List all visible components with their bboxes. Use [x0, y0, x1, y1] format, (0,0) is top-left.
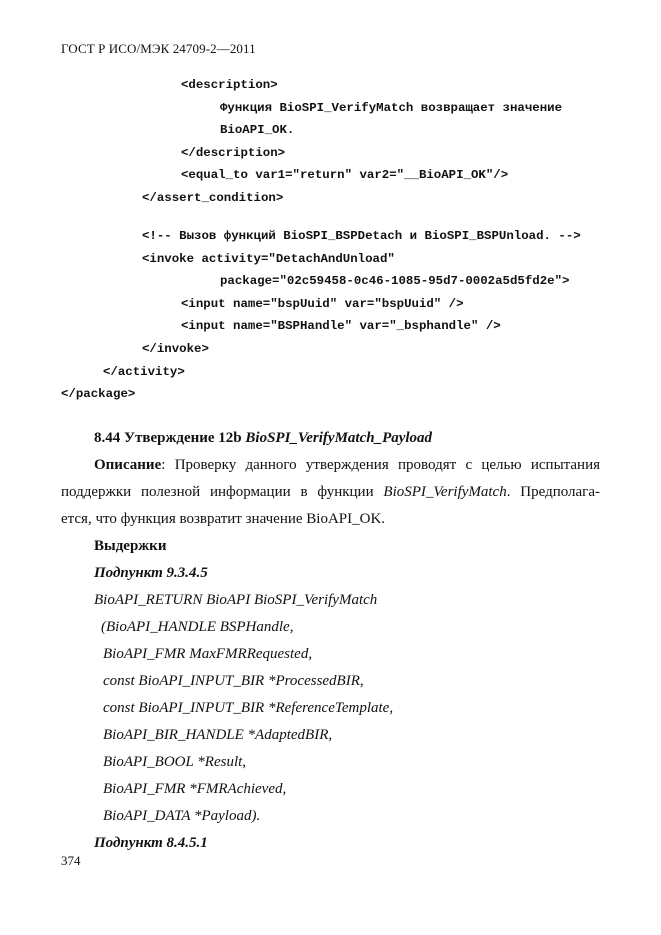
- description-line-1: [94, 457, 600, 474]
- code-line: package="02c59458-0c46-1085-95d7-0002a5d5fd2e">: [220, 274, 570, 288]
- description-label: Описание: [94, 457, 162, 473]
- description-function-name: BioSPI_VerifyMatch: [383, 484, 507, 500]
- description-line-2: [61, 484, 600, 501]
- description-text-2b: . Предполага-: [506, 484, 600, 500]
- signature-line: BioAPI_BOOL *Result,: [103, 754, 247, 770]
- description-text-2a: поддержки полезной информации в функции: [61, 484, 384, 500]
- code-line: </description>: [181, 146, 286, 160]
- page-number: 374: [61, 853, 81, 868]
- code-line: <input name="bspUuid" var="bspUuid" />: [181, 297, 464, 311]
- code-line: <description>: [181, 78, 278, 92]
- code-line: <equal_to var1="return" var2="__BioAPI_OK"/>: [181, 168, 509, 182]
- code-line: </package>: [61, 387, 136, 401]
- code-line: </invoke>: [142, 342, 209, 356]
- signature-line: BioAPI_FMR *FMRAchieved,: [103, 781, 287, 797]
- code-line: </activity>: [103, 365, 185, 379]
- section-heading: [94, 430, 432, 447]
- code-line: <invoke activity="DetachAndUnload": [142, 252, 395, 266]
- section-number-title: 8.44 Утверждение 12b: [94, 430, 246, 446]
- signature-line: BioAPI_DATA *Payload).: [103, 808, 261, 824]
- signature-line: const BioAPI_INPUT_BIR *ProcessedBIR,: [103, 673, 364, 689]
- code-line: Функция BioSPI_VerifyMatch возвращает значение: [220, 101, 563, 115]
- signature-line: (BioAPI_HANDLE BSPHandle,: [101, 619, 294, 635]
- signature-line: const BioAPI_INPUT_BIR *ReferenceTemplate,: [103, 700, 394, 716]
- code-line: <input name="BSPHandle" var="_bsphandle" />: [181, 319, 501, 333]
- document-header: ГОСТ Р ИСО/МЭК 24709-2—2011: [61, 41, 256, 56]
- extracts-label: Выдержки: [94, 538, 167, 554]
- code-line: <!-- Вызов функций BioSPI_BSPDetach и BioSPI_BSPUnload. -->: [142, 229, 581, 243]
- subclause-heading: Подпункт 9.3.4.5: [94, 565, 208, 581]
- section-title-italic: BioSPI_VerifyMatch_Payload: [245, 430, 433, 446]
- signature-line: BioAPI_BIR_HANDLE *AdaptedBIR,: [103, 727, 333, 743]
- subclause-heading: Подпункт 8.4.5.1: [94, 835, 208, 851]
- signature-line: BioAPI_FMR MaxFMRRequested,: [103, 646, 313, 662]
- code-line: BioAPI_OK.: [220, 123, 295, 137]
- description-text-1: : Проверку данного утверждения проводят с целью испытания: [161, 457, 600, 473]
- description-line-3: ется, что функция возвратит значение BioAPI_OK.: [61, 511, 386, 527]
- code-line: </assert_condition>: [142, 191, 284, 205]
- signature-line: BioAPI_RETURN BioAPI BioSPI_VerifyMatch: [94, 592, 378, 608]
